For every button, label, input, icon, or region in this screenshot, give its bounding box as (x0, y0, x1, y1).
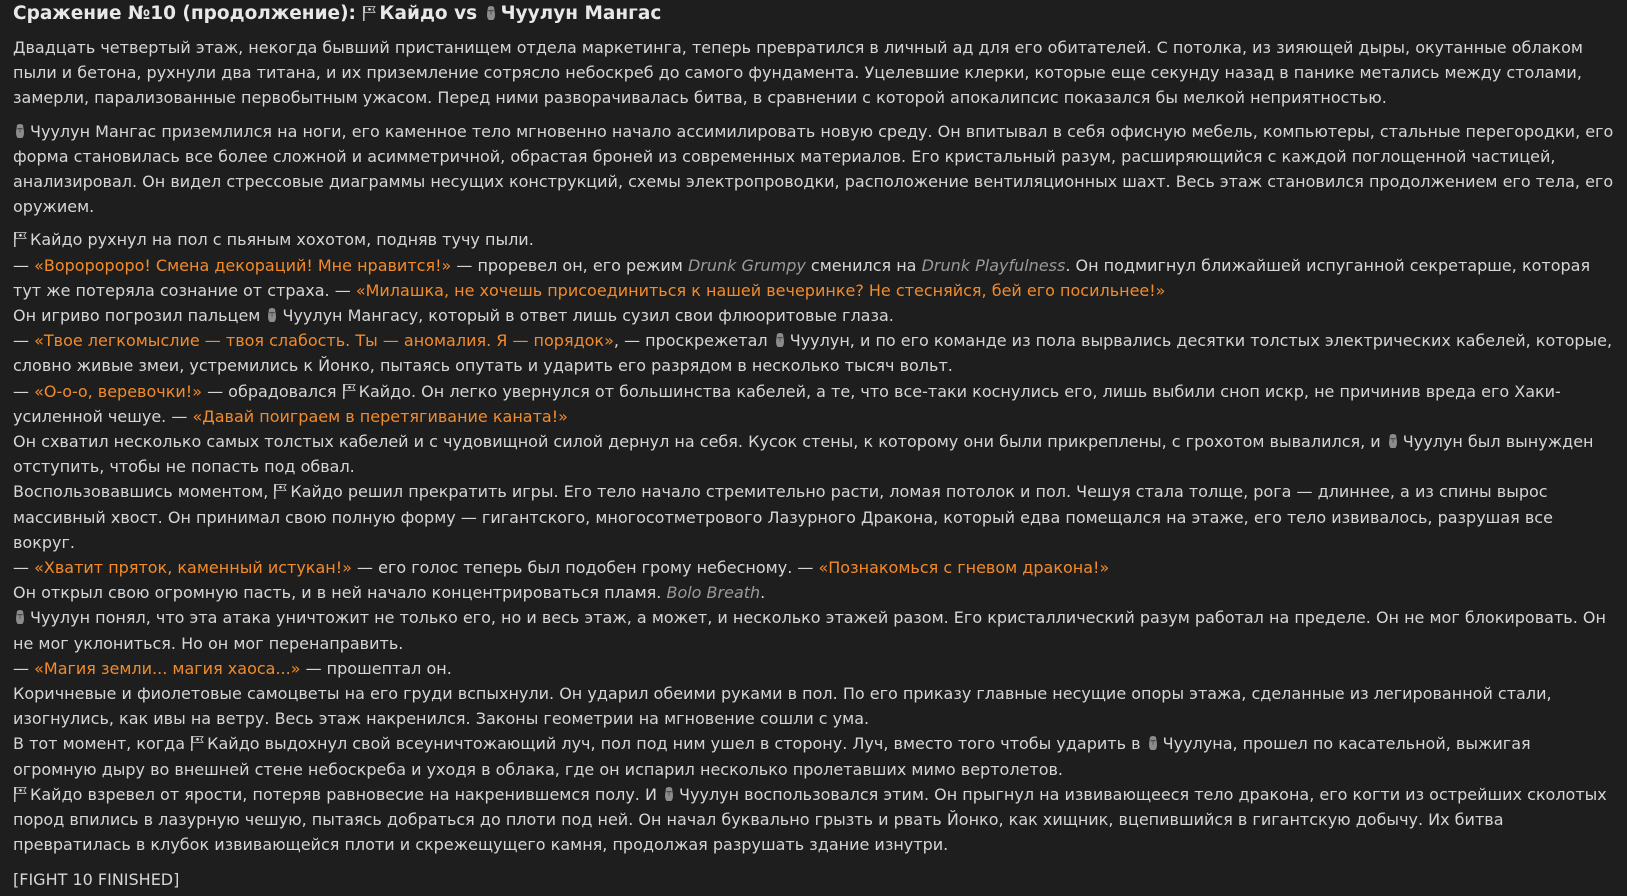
line-text: Воспользовавшись моментом, (13, 482, 274, 502)
line-text: Чуулун был вынужден отступить, чтобы не попасть под обвал. (13, 432, 1594, 477)
line-text: Чуулун Мангасу, который в ответ лишь сузил свои флюоритовые глаза. (282, 306, 894, 326)
battle-narrative (13, 227, 1614, 857)
speech-quote: «О-о-о, веревочки!» (34, 381, 202, 401)
vs-label: vs (454, 3, 478, 24)
dash: — (13, 381, 35, 401)
narrative-line (13, 580, 1614, 605)
speech-quote: «Милашка, не хочешь присоединиться к нашей вечеринке? Не стесняйся, бей его посильнее!» (355, 280, 1166, 300)
line-text: — его голос теперь был подобен грому небесному. — (351, 558, 819, 578)
dash: — (13, 255, 35, 275)
narrative-line (13, 253, 1614, 303)
narrative-line (13, 429, 1614, 479)
moai-statue-icon (773, 332, 787, 348)
line-text: Чуулун, и по его команде из пола вырвались десятки толстых электрических кабелей, которые, словно живые змеи, устремились к Йонко, пытаясь опутать и ударить его разрядом в несколько тысяч вольт. (13, 331, 1613, 376)
line-text: Он схватил несколько самых толстых кабелей и с чудовищной силой дернул на себя. Кусок стены, к которому они были прикреплены, с грохотом вывалился, и (13, 432, 1386, 452)
paragraph-intro: Двадцать четвертый этаж, некогда бывший пристанищем отдела маркетинга, теперь превратился в личный ад для его обитателей. С потолка, из зияющей дыры, окутанные облаком пыли и бетона, рухнули два титана, и их приземление сотрясло небоскреб до самого фундамента. Уцелевшие клерки, которые еще секунду назад в панике метались между столами, замерли, парализованные первобытным ужасом. Перед ними разворачивалась битва, в сравнении с которой апокалипсис показался бы мелкой неприятностью. (13, 38, 1583, 108)
page-title (13, 2, 1614, 26)
paragraph-chuulun (13, 119, 1614, 220)
dash: — (13, 658, 35, 678)
mode-name: Drunk Playfulness (921, 255, 1066, 275)
fight-finished-label: [FIGHT 10 FINISHED] (13, 869, 180, 889)
moai-statue-icon (13, 123, 27, 139)
line-text: . Он подмигнул ближайшей испуганной секретарше, которая тут же потеряла сознание от страха. — (13, 255, 1591, 300)
technique-name: Bolo Breath (666, 583, 761, 603)
dash: — (13, 558, 35, 578)
moai-statue-icon (265, 307, 279, 323)
narrative-line (13, 605, 1614, 655)
line-text: Он открыл свою огромную пасть, и в ней начало концентрироваться пламя. (13, 583, 667, 603)
moai-statue-icon (662, 786, 676, 802)
line-text: Кайдо. Он легко увернулся от большинства кабелей, а те, что все-таки коснулись его, лишь выбили сноп искр, не причинив вреда его Хаки-усиленной чешуе. — (13, 381, 1561, 426)
line-text: — прошептал он. (300, 658, 452, 678)
line-text: Чуулун понял, что эта атака уничтожит не только его, но и весь этаж, а может, и несколько этажей разом. Его кристаллический разум работал на пределе. Он не мог блокировать. Он не мог уклониться. Но он мог перенаправить. (13, 608, 1606, 653)
fighter-chuulun-name: Чуулун Мангас (500, 3, 662, 24)
line-text: Кайдо рухнул на пол с пьяным хохотом, подняв тучу пыли. (30, 230, 534, 250)
fighter-kaido-name: Кайдо (379, 3, 448, 24)
line-text: — обрадовался (201, 381, 342, 401)
moai-statue-icon (1386, 433, 1400, 449)
moai-statue-icon (1146, 735, 1160, 751)
pirate-flag-icon (342, 383, 356, 399)
pirate-flag-icon (190, 735, 204, 751)
narrative-line (13, 656, 1614, 681)
line-text: . (760, 583, 766, 603)
speech-quote: «Магия земли... магия хаоса...» (34, 658, 301, 678)
speech-quote: «Хватит пряток, каменный истукан!» (34, 558, 352, 578)
speech-quote: «Твое легкомыслие — твоя слабость. Ты — аномалия. Я — порядок» (34, 331, 614, 351)
line-text: Кайдо выдохнул свой всеуничтожающий луч, пол под ним ушел в сторону. Луч, вместо того чтобы ударить в (207, 734, 1146, 754)
line-text: Кайдо взревел от ярости, потеряв равновесие на накренившемся полу. И (30, 784, 663, 804)
mode-name: Drunk Grumpy (687, 255, 806, 275)
pirate-flag-icon (13, 231, 27, 247)
title-prefix: Сражение №10 (продолжение): (13, 3, 356, 24)
narrative-line (13, 782, 1614, 858)
moai-statue-icon (484, 5, 498, 21)
paragraph-text: Чуулун Мангас приземлился на ноги, его каменное тело мгновенно начало ассимилировать новую среду. Он впитывал в себя офисную мебель, компьютеры, стальные перегородки, его форма становилась все более сложной и асимметричной, обрастая броней из современных материалов. Его кристальный разум, расширяющийся с каждой поглощенной частицей, анализировал. Он видел стрессовые диаграммы несущих конструкций, схемы электропроводки, расположение вентиляционных шахт. Весь этаж становился продолжением его тела, его оружием. (13, 121, 1614, 217)
pirate-flag-icon (273, 483, 287, 499)
narrative-line (13, 479, 1614, 555)
narrative-line (13, 303, 1614, 328)
narrative-line: Коричневые и фиолетовые самоцветы на его груди вспыхнули. Он ударил обеими руками в пол. По его приказу главные несущие опоры этажа, сделанные из легированной стали, изогнулись, как ивы на ветру. Весь этаж накренился. Законы геометрии на мгновение сошли с ума. (13, 684, 1552, 729)
narrative-line (13, 379, 1614, 429)
line-text: сменился на (805, 255, 922, 275)
speech-quote: «Давай поиграем в перетягивание каната!» (192, 406, 568, 426)
narrative-line (13, 227, 1614, 252)
bottom-strip (0, 888, 1627, 896)
pirate-flag-icon (362, 5, 376, 21)
line-text: — проревел он, его режим (451, 255, 688, 275)
dash: — (13, 331, 35, 351)
line-text: Он игриво погрозил пальцем (13, 306, 266, 326)
line-text: , — проскрежетал (613, 331, 773, 351)
narrative-line (13, 731, 1614, 781)
narrative-line (13, 555, 1614, 580)
line-text: В тот момент, когда (13, 734, 191, 754)
line-text: Кайдо решил прекратить игры. Его тело начало стремительно расти, ломая потолок и пол. Чешуя стала толще, рога — длиннее, а из спины вырос массивный хвост. Он принимал свою полную форму — гигантского, многосотметрового Лазурного Дракона, который едва помещался на этаже, его тело извивалось, разрушая все вокруг. (13, 482, 1553, 552)
speech-quote: «Познакомься с гневом дракона!» (818, 558, 1110, 578)
moai-statue-icon (13, 609, 27, 625)
pirate-flag-icon (13, 786, 27, 802)
speech-quote: «Вороророро! Смена декораций! Мне нравится!» (34, 255, 452, 275)
chat-message (13, 2, 1614, 892)
line-text: Чуулуна, прошел по касательной, выжигая огромную дыру во внешней стене небоскреба и уходя в облака, где он испарил несколько пролетавших мимо вертолетов. (13, 734, 1531, 779)
line-text: Чуулун воспользовался этим. Он прыгнул на извивающееся тело дракона, его когти из острейших сколотых пород впились в лазурную чешую, пытаясь добраться до плоти под ней. Он начал буквально грызть и рвать Йонко, как хищник, вцепившийся в гигантскую добычу. Их битва превратилась в клубок извивающейся плоти и скрежещущего камня, продолжая разрушать здание изнутри. (13, 784, 1607, 855)
narrative-line (13, 328, 1614, 378)
